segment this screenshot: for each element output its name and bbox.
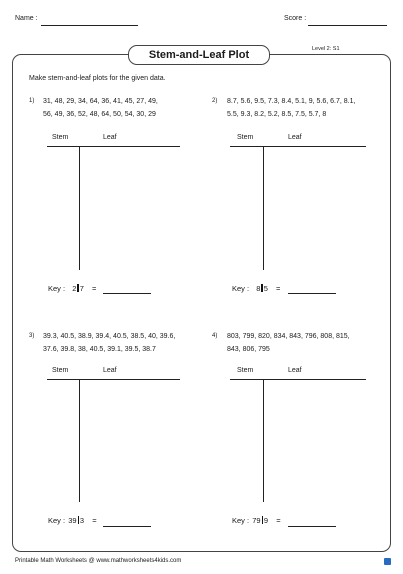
key-stem: 8 xyxy=(256,284,261,293)
data-line: 37.6, 39.8, 38, 40.5, 39.1, 39.5, 38.7 xyxy=(43,345,156,353)
key-divider xyxy=(262,516,263,524)
data-line: 5.5, 9.3, 8.2, 5.2, 8.5, 7.5, 5.7, 8 xyxy=(227,110,327,118)
key-equals: = xyxy=(276,284,281,293)
key-stem: 79 xyxy=(252,516,261,525)
leaf-header: Leaf xyxy=(288,134,302,141)
table-header-line xyxy=(47,146,180,147)
stem-header: Stem xyxy=(237,134,254,141)
data-line: 843, 806, 795 xyxy=(227,345,270,353)
score-field[interactable] xyxy=(308,25,387,26)
key-answer-field[interactable] xyxy=(288,293,336,294)
key-label: Key : xyxy=(48,284,66,293)
key-label: Key : xyxy=(48,516,66,525)
key-label: Key : xyxy=(232,284,250,293)
level-label: Level 2: S1 xyxy=(312,46,340,52)
key-divider xyxy=(261,284,262,292)
key xyxy=(48,516,97,525)
key-answer-field[interactable] xyxy=(103,293,151,294)
key-leaf: 5 xyxy=(263,284,268,293)
problem-data xyxy=(43,331,205,356)
name-label: Name : xyxy=(15,15,38,22)
data-line: 39.3, 40.5, 38.9, 39.4, 40.5, 38.5, 40, 39.6, xyxy=(43,333,176,340)
key xyxy=(232,516,281,525)
key-stem: 39 xyxy=(68,516,77,525)
problem-number: 2) xyxy=(212,98,218,104)
worksheet-frame xyxy=(12,54,391,552)
name-field[interactable] xyxy=(41,25,138,26)
key-divider xyxy=(77,284,78,292)
key-leaf: 7 xyxy=(79,284,84,293)
key-answer-field[interactable] xyxy=(103,526,151,527)
key xyxy=(232,284,280,293)
stem-header: Stem xyxy=(52,367,69,374)
key-leaf: 9 xyxy=(263,516,269,525)
problem-data xyxy=(227,96,387,121)
problem-number: 4) xyxy=(212,333,218,339)
table-header-line xyxy=(47,379,180,380)
problem-data xyxy=(43,96,198,121)
key-divider xyxy=(78,516,79,524)
instructions: Make stem-and-leaf plots for the given data. xyxy=(29,75,166,82)
key-answer-field[interactable] xyxy=(288,526,336,527)
key-leaf: 3 xyxy=(79,516,85,525)
problem-number: 1) xyxy=(29,98,35,104)
stem-divider xyxy=(79,146,80,270)
key-equals: = xyxy=(92,284,97,293)
brand-logo-icon xyxy=(384,558,391,565)
stem-divider xyxy=(79,379,80,502)
problem-data xyxy=(227,331,387,356)
data-line: 8.7, 5.6, 9.5, 7.3, 8.4, 5.1, 9, 5.6, 6.7, 8.1, xyxy=(227,98,356,105)
problem-number: 3) xyxy=(29,333,35,339)
key-stem: 2 xyxy=(72,284,77,293)
score-label: Score : xyxy=(284,15,307,22)
leaf-header: Leaf xyxy=(103,134,117,141)
key-equals: = xyxy=(92,516,97,525)
key-equals: = xyxy=(276,516,281,525)
worksheet-title: Stem-and-Leaf Plot xyxy=(128,45,270,65)
leaf-header: Leaf xyxy=(103,367,117,374)
footer-prefix: Printable Math Worksheets @ xyxy=(15,558,95,564)
data-line: 803, 799, 820, 834, 843, 796, 808, 815, xyxy=(227,333,350,340)
leaf-header: Leaf xyxy=(288,367,302,374)
stem-divider xyxy=(263,146,264,270)
table-header-line xyxy=(230,146,366,147)
footer-url[interactable]: www.mathworksheets4kids.com xyxy=(96,558,182,564)
stem-header: Stem xyxy=(52,134,69,141)
footer xyxy=(15,558,181,564)
stem-header: Stem xyxy=(237,367,254,374)
key xyxy=(48,284,96,293)
data-line: 31, 48, 29, 34, 64, 36, 41, 45, 27, 49, xyxy=(43,98,158,105)
data-line: 56, 49, 36, 52, 48, 64, 50, 54, 30, 29 xyxy=(43,110,156,118)
key-label: Key : xyxy=(232,516,250,525)
table-header-line xyxy=(230,379,366,380)
stem-divider xyxy=(263,379,264,502)
